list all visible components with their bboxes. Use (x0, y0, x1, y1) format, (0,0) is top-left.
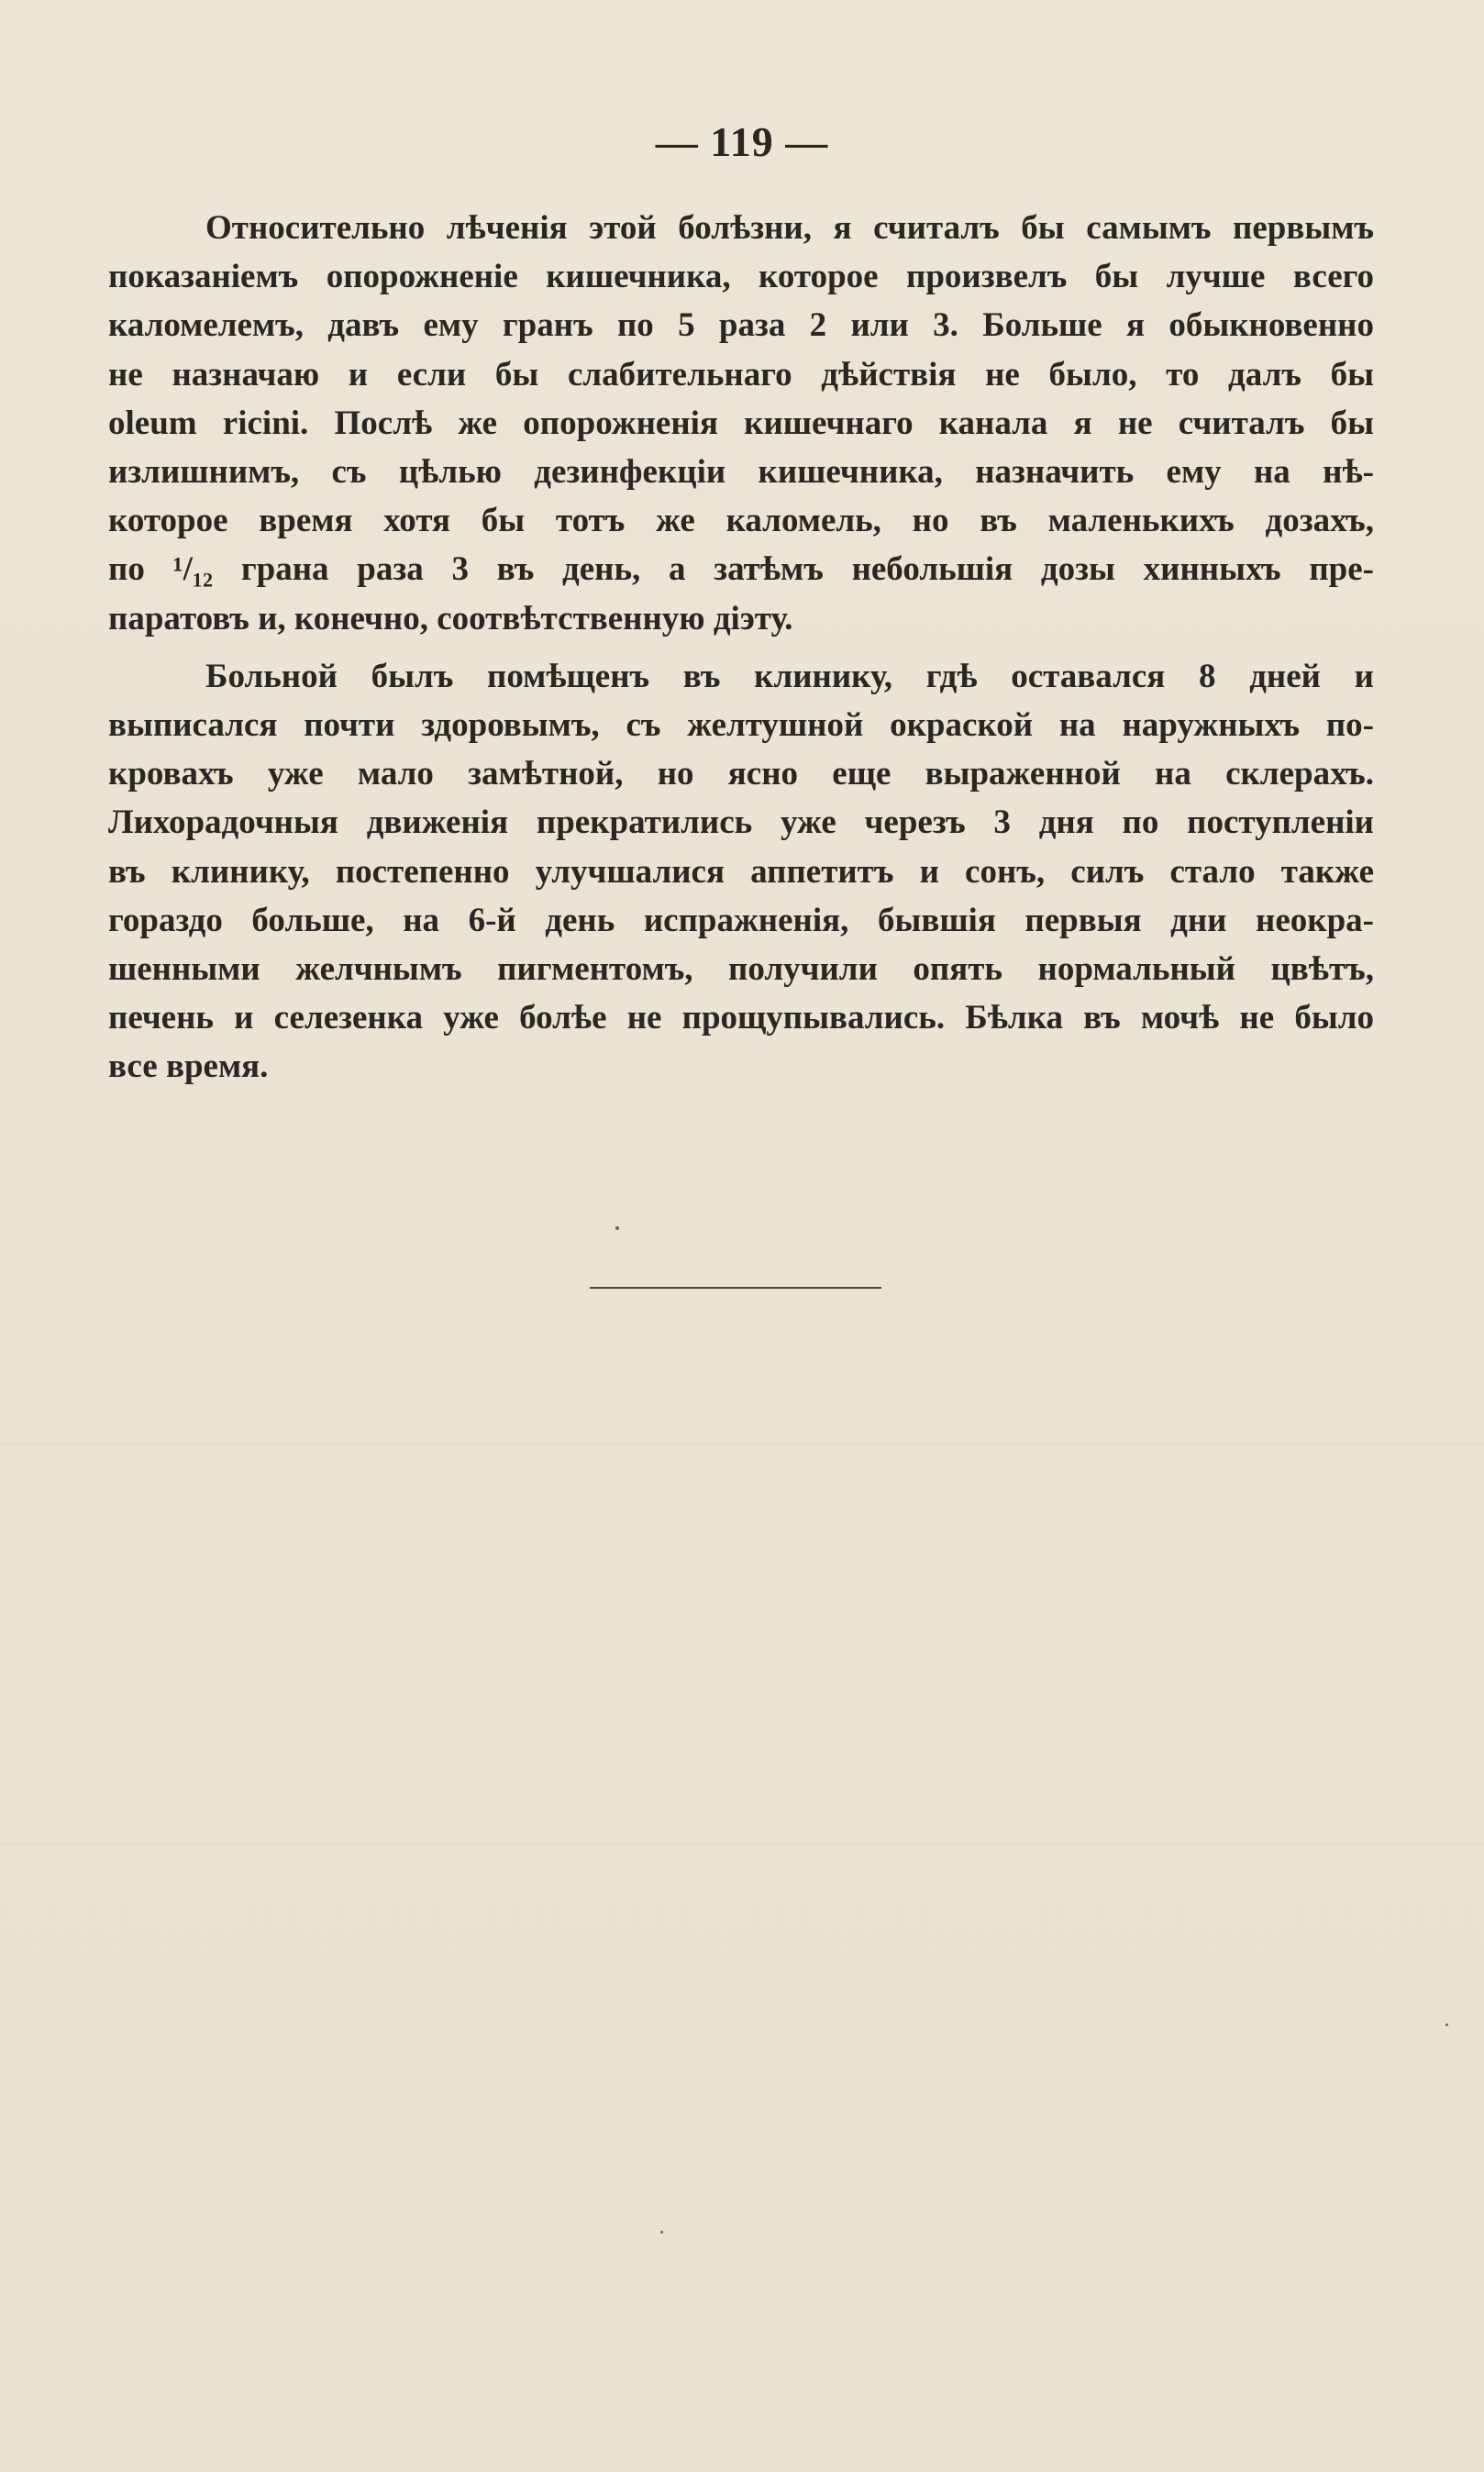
paper-speck (1445, 2023, 1448, 2026)
text-line: все время. (108, 1048, 269, 1086)
text-line: въ клинику, постепенно улучшалися аппетитъ и сонъ, силъ стало также (108, 852, 1374, 891)
text-line: выписался почти здоровымъ, съ желтушной окраской на наружныхъ по- (108, 706, 1374, 745)
section-divider (590, 1287, 881, 1289)
text-line: излишнимъ, съ цѣлью дезинфекціи кишечника, назначить ему на нѣ- (108, 453, 1374, 492)
text-line: паратовъ и, конечно, соотвѣтственную діэту. (108, 599, 793, 637)
paper-speck (615, 1226, 619, 1230)
paragraph-outcome (108, 652, 1374, 1092)
text-line: oleum ricini. Послѣ же опорожненія кишечнаго канала я не считалъ бы (108, 404, 1374, 442)
paper-fold-line (0, 1844, 1484, 1846)
text-line: по ¹/₁₂ грана раза 3 въ день, а затѣмъ небольшія дозы хинныхъ пре- (108, 550, 1374, 589)
body-text (108, 204, 1374, 1101)
text-line: не назначаю и если бы слабительнаго дѣйствія не было, то далъ бы (108, 355, 1374, 394)
text-line: Лихорадочныя движенія прекратились уже черезъ 3 дня по поступленіи (108, 804, 1374, 842)
text-line: которое время хотя бы тотъ же каломель, но въ маленькихъ дозахъ, (108, 502, 1374, 540)
text-line: гораздо больше, на 6-й день испражненія, бывшія первыя дни неокра- (108, 901, 1374, 939)
text-line: показаніемъ опорожненіе кишечника, которое произвелъ бы лучше всего (108, 258, 1374, 296)
paper-fold-line (0, 1443, 1484, 1445)
text-line: каломелемъ, давъ ему гранъ по 5 раза 2 или 3. Больше я обыкновенно (108, 306, 1374, 345)
text-line: Больной былъ помѣщенъ въ клинику, гдѣ оставался 8 дней и (205, 657, 1374, 695)
page-number: — 119 — (655, 118, 829, 165)
text-line: кровахъ уже мало замѣтной, но ясно еще выраженной на склерахъ. (108, 755, 1374, 793)
paragraph-treatment (108, 204, 1374, 643)
paper-speck (660, 2231, 663, 2234)
text-line: Относительно лѣченія этой болѣзни, я считалъ бы самымъ первымъ (205, 209, 1374, 247)
text-line: шенными желчнымъ пигментомъ, получили опять нормальный цвѣтъ, (108, 950, 1374, 989)
text-line: печень и селезенка уже болѣе не прощупывались. Бѣлка въ мочѣ не было (108, 999, 1374, 1037)
